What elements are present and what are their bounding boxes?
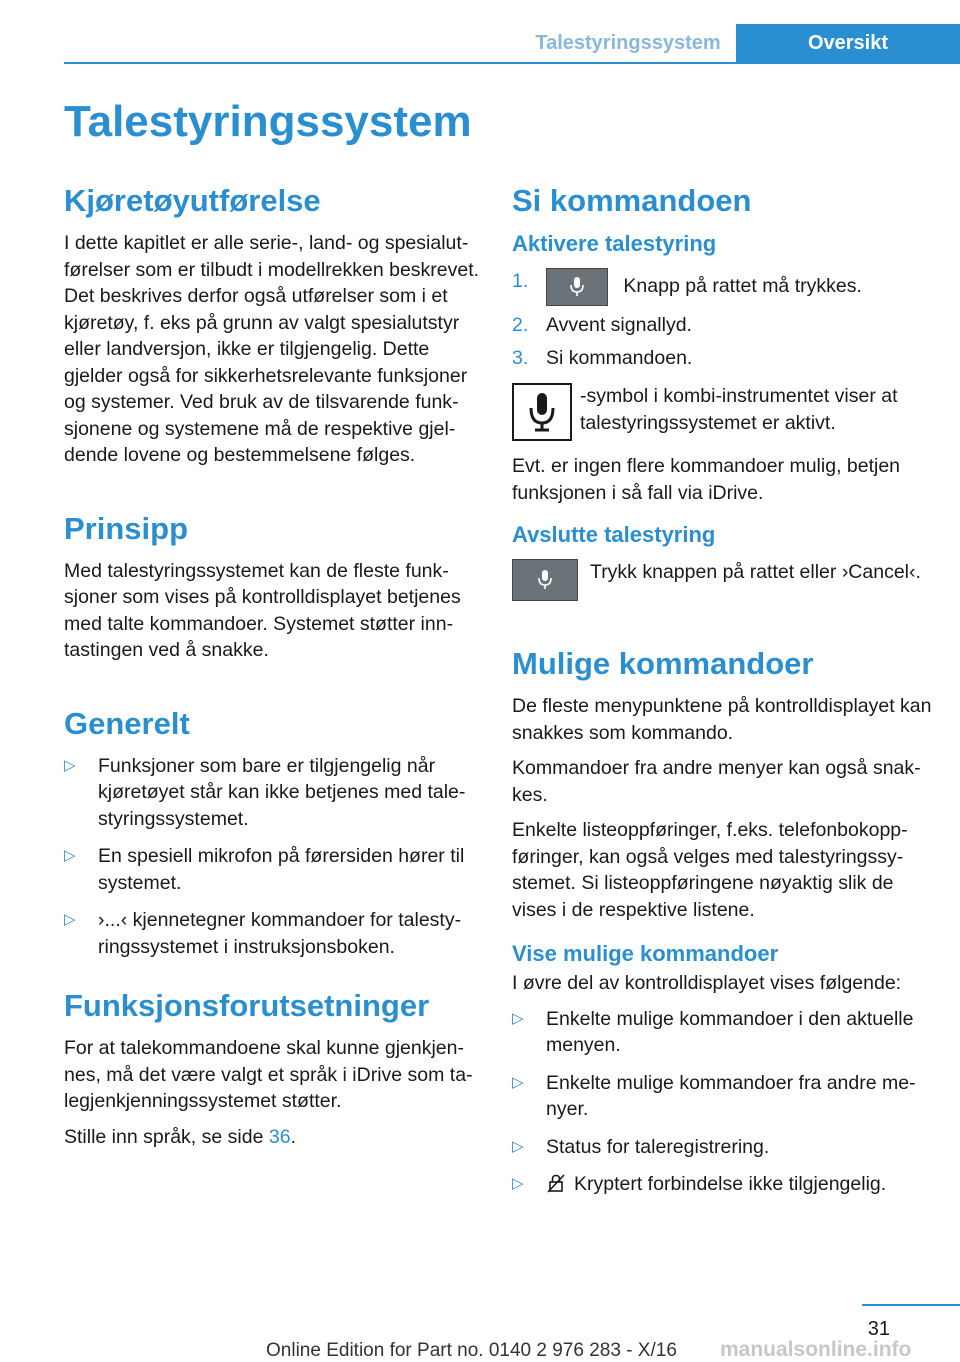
step-item: 3. Si kommandoen.	[512, 346, 693, 369]
steering-voice-button-icon	[546, 268, 608, 306]
mulige-p3: Enkelte listeoppføringer, f.eks. telefonbokoppføringer, kan også velges med talestyringssystemet. Si listeoppføringene nøyaktig slik de vises i de respektive listene.	[512, 819, 908, 921]
header-tab-oversikt[interactable]: Oversikt	[736, 24, 960, 62]
bullet-triangle-icon: ▷	[64, 911, 76, 928]
evt-text: Evt. er ingen flere kommandoer mulig, betjen funksjonen i så fall via iDrive.	[512, 455, 901, 504]
bullet-triangle-icon: ▷	[512, 1009, 524, 1027]
list-item: ▷ Status for taleregistrering.	[512, 1134, 932, 1161]
avslutte-row	[512, 559, 932, 601]
symbol-note-text: -symbol i kombi-instrumentet viser at talestyringssystemet er aktivt.	[580, 385, 898, 434]
list-item: ▷ En spesiell mikrofon på førersiden hører til systemet.	[64, 845, 465, 894]
header-section: Talestyringssystem	[535, 31, 721, 54]
bullet-triangle-icon: ▷	[64, 847, 76, 864]
heading-si-kommandoen: Si kommandoen	[512, 183, 752, 218]
bullet-triangle-icon: ▷	[512, 1175, 524, 1192]
list-item: ▷ ›...‹ kjennetegner kommandoer for talestyringssystemet i instruksjonsboken.	[64, 909, 462, 958]
bullet-triangle-icon: ▷	[64, 756, 76, 774]
list-item: ▷ Enkelte mulige kommandoer i den aktuelle menyen.	[512, 1007, 914, 1056]
heading-generelt: Generelt	[64, 705, 190, 741]
microphone-icon	[512, 383, 572, 441]
heading-mulige-kommandoer: Mulige kommandoer	[512, 646, 814, 681]
funksjon-reference: Stille inn språk, se side 36.	[64, 1125, 296, 1148]
heading-prinsipp: Prinsipp	[64, 510, 189, 546]
page-number: 31	[867, 1318, 890, 1340]
list-item: ▷ Enkelte mulige kommandoer fra andre menyer.	[512, 1071, 916, 1120]
list-item: ▷ Funksjoner som bare er tilgjengelig når kjøretøyet står kan ikke betjenes med talestyringssystemet.	[64, 754, 466, 830]
page-title: Talestyringssystem	[64, 97, 472, 146]
heading-vise-mulige-kommandoer: Vise mulige kommandoer	[512, 941, 779, 966]
kjoretoy-body: I dette kapitlet er alle serie-, land- og spesialutførelser som er tilbudt i modellrekken beskrevet. Det beskrives derfor også utførelser som i et kjøretøy, f. eks på grunn av valgt spesialutstyr eller landversjon, ikke er tilgjengelig. Dette gjelder også for sikkerhetsrelevante funksjoner og systemer. Ved bruk av de tilsvarende funksjonene og systemene må de respektive gjeldende lovene og bestemmelsene følges.	[64, 232, 480, 466]
mulige-p1: De fleste menypunktene på kontrolldisplayet kan snakkes som kommando.	[512, 695, 932, 744]
heading-funksjonsforutsetninger: Funksjonsforutsetninger	[64, 988, 430, 1023]
heading-aktivere-talestyring: Aktivere talestyring	[512, 231, 717, 256]
generelt-list	[64, 753, 484, 961]
vise-intro: I øvre del av kontrolldisplayet vises følgende:	[512, 972, 902, 994]
watermark: manualsonline.info	[720, 1338, 912, 1361]
aktivere-steps	[512, 268, 932, 371]
symbol-note	[512, 383, 932, 441]
page-link-36[interactable]: 36	[268, 1125, 291, 1148]
bullet-triangle-icon: ▷	[512, 1137, 524, 1155]
list-item: ▷ Kryptert forbindelse ikke tilgjengelig.	[512, 1171, 932, 1198]
page-number-rule	[862, 1304, 960, 1306]
left-column	[64, 180, 484, 1159]
steering-voice-button-icon	[512, 559, 578, 601]
step-item: 1. Knapp på rattet må trykkes.	[512, 268, 932, 306]
step-item: 2. Avvent signallyd.	[512, 314, 692, 336]
bullet-triangle-icon: ▷	[512, 1073, 524, 1091]
heading-avslutte-talestyring: Avslutte talestyring	[512, 522, 716, 547]
avslutte-text: Trykk knappen på rattet eller ›Cancel‹.	[590, 561, 921, 583]
funksjon-body: For at talekommandoene skal kunne gjenkjennes, må det være valgt et språk i iDrive som talegjenkjenningssystemet støtter.	[64, 1037, 473, 1112]
crossed-lock-icon	[546, 1173, 566, 1193]
right-column	[512, 180, 932, 1209]
header-rule	[64, 62, 960, 64]
heading-kjoretoyutforelse: Kjøretøyutførelse	[64, 183, 321, 218]
footer-edition: Online Edition for Part no. 0140 2 976 283 - X/16	[266, 1340, 677, 1361]
mulige-p2: Kommandoer fra andre menyer kan også snakkes.	[512, 757, 921, 806]
vise-list	[512, 1006, 932, 1198]
prinsipp-body: Med talestyringssystemet kan de fleste funksjoner som vises på kontrolldisplayet betjenes med talte kommandoer. Systemet støtter inntastingen ved å snakke.	[64, 559, 461, 661]
